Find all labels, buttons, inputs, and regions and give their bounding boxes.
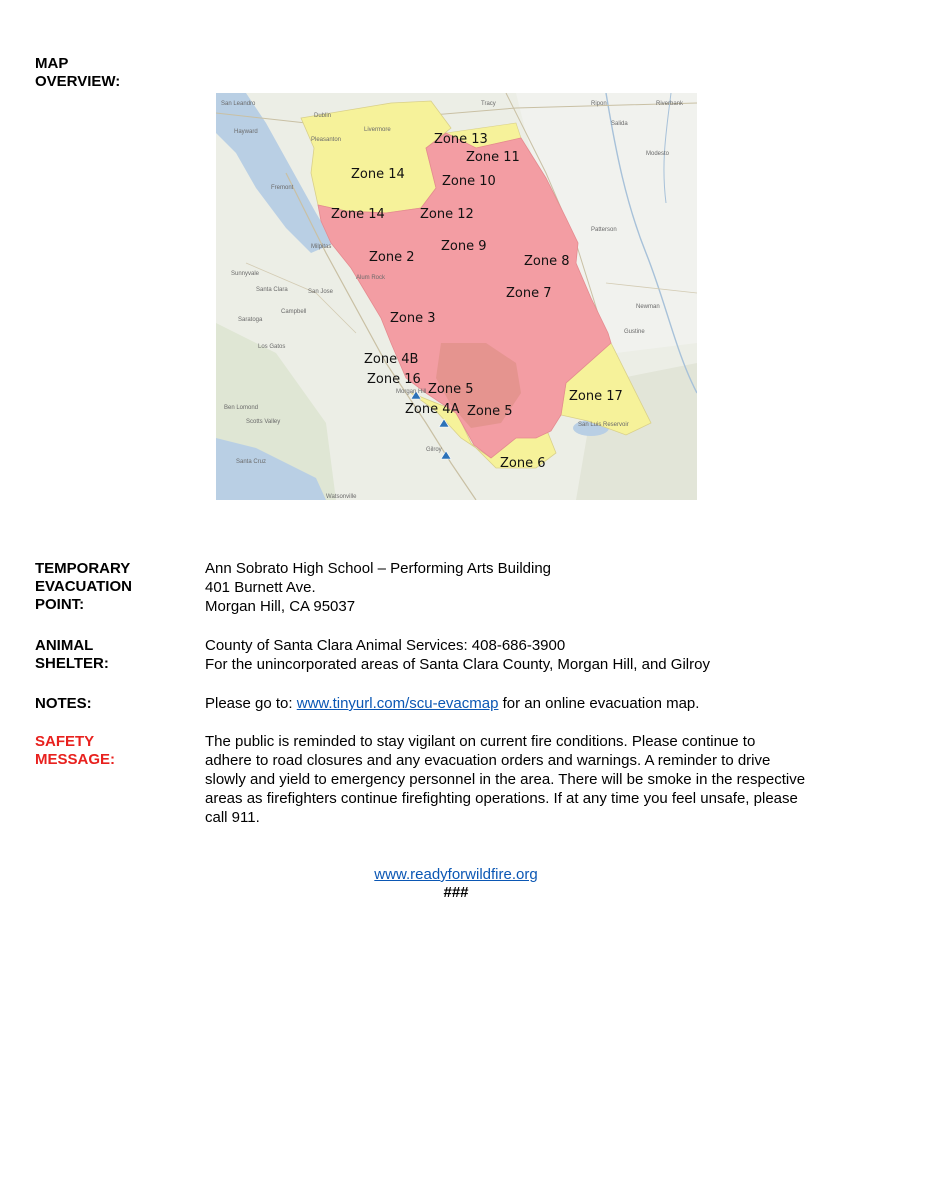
town-label: Ben Lomond xyxy=(224,405,259,411)
notes-label xyxy=(35,695,92,713)
evac-city-state-zip: Morgan Hill, CA 95037 xyxy=(205,598,356,615)
end-mark: ### xyxy=(443,884,469,901)
evac-label-line: TEMPORARY xyxy=(35,560,131,577)
town-label: Milpitas xyxy=(311,244,332,250)
town-label: Tracy xyxy=(481,101,496,107)
evacuation-point-label xyxy=(35,560,132,614)
zone-label: Zone 4B xyxy=(364,352,419,367)
town-label: Fremont xyxy=(271,185,294,191)
notes-label-text: NOTES: xyxy=(35,695,92,712)
zone-label: Zone 8 xyxy=(524,254,570,269)
shelter-contact: County of Santa Clara Animal Services: 408-686-3900 xyxy=(205,637,566,654)
safety-line: call 911. xyxy=(205,809,260,826)
town-label: Pleasanton xyxy=(311,137,342,143)
town-label: Watsonville xyxy=(326,494,357,500)
evac-label-line: EVACUATION xyxy=(35,578,132,595)
zone-label: Zone 4A xyxy=(405,402,460,417)
town-label: Dublin xyxy=(314,113,332,119)
zone-label: Zone 14 xyxy=(331,207,385,222)
town-label: Patterson xyxy=(591,227,617,233)
evacuation-point-details xyxy=(205,559,885,616)
zone-label: Zone 6 xyxy=(500,456,546,471)
town-label: Modesto xyxy=(646,151,670,157)
shelter-coverage: For the unincorporated areas of Santa Clara County, Morgan Hill, and Gilroy xyxy=(205,656,710,673)
zone-label: Zone 5 xyxy=(467,404,513,419)
town-label: Ripon xyxy=(591,101,607,107)
town-label: Santa Clara xyxy=(256,287,288,293)
town-label: Santa Cruz xyxy=(236,459,267,465)
shelter-label-line: SHELTER: xyxy=(35,655,109,672)
safety-message-label xyxy=(35,733,115,769)
zone-label: Zone 12 xyxy=(420,207,474,222)
zone-label: Zone 17 xyxy=(569,389,623,404)
safety-label-line: MESSAGE: xyxy=(35,751,116,768)
town-label: Hayward xyxy=(234,129,258,135)
footer-link-row xyxy=(0,866,912,884)
evacuation-zone-map xyxy=(216,93,697,500)
map-overview-label xyxy=(35,55,120,91)
safety-message-text xyxy=(205,732,885,827)
animal-shelter-details xyxy=(205,636,885,674)
town-label: Livermore xyxy=(364,127,391,133)
town-label: Salida xyxy=(611,121,628,127)
zone-label: Zone 14 xyxy=(351,167,405,182)
zone-label: Zone 13 xyxy=(434,132,488,147)
town-label: Morgan Hill xyxy=(396,389,427,395)
zone-label: Zone 7 xyxy=(506,286,552,301)
town-label: San Jose xyxy=(308,289,334,295)
animal-shelter-label xyxy=(35,637,109,673)
safety-line: slowly and yield to emergency personnel in the area. There will be smoke in the respective xyxy=(205,771,806,788)
zone-label: Zone 11 xyxy=(466,150,520,165)
town-label: Los Gatos xyxy=(258,344,286,350)
town-label: Riverbank xyxy=(656,101,684,107)
readyforwildfire-link[interactable]: www.readyforwildfire.org xyxy=(374,866,538,883)
town-label: Sunnyvale xyxy=(231,271,260,277)
zone-label: Zone 10 xyxy=(442,174,496,189)
map-label-line: MAP xyxy=(35,55,69,72)
town-label: Campbell xyxy=(281,309,307,315)
safety-line: The public is reminded to stay vigilant on current fire conditions. Please continue to xyxy=(205,733,756,750)
town-label: Saratoga xyxy=(238,317,263,323)
evac-location-name: Ann Sobrato High School – Performing Arts Building xyxy=(205,560,552,577)
map-label-line: OVERVIEW: xyxy=(35,73,121,90)
evac-map-link[interactable]: www.tinyurl.com/scu-evacmap xyxy=(296,695,499,712)
notes-suffix: for an online evacuation map. xyxy=(498,695,700,712)
notes-text xyxy=(205,694,885,713)
safety-label-line: SAFETY xyxy=(35,733,95,750)
town-label: Gilroy xyxy=(426,447,442,453)
town-label: San Luis Reservoir xyxy=(578,422,629,428)
evac-label-line: POINT: xyxy=(35,596,85,613)
zone-label: Zone 2 xyxy=(369,250,415,265)
town-label: Newman xyxy=(636,304,660,310)
safety-line: adhere to road closures and any evacuation orders and warnings. A reminder to drive xyxy=(205,752,771,769)
shelter-label-line: ANIMAL xyxy=(35,637,94,654)
town-label: Scotts Valley xyxy=(246,419,281,425)
town-label: Alum Rock xyxy=(356,275,386,281)
notes-prefix: Please go to: xyxy=(205,695,297,712)
safety-line: areas as firefighters continue firefighting operations. If at any time you feel unsafe, please xyxy=(205,790,798,807)
zone-label: Zone 5 xyxy=(428,382,474,397)
zone-label: Zone 16 xyxy=(367,372,421,387)
zone-label: Zone 3 xyxy=(390,311,436,326)
zone-label: Zone 9 xyxy=(441,239,487,254)
evac-street-address: 401 Burnett Ave. xyxy=(205,579,316,596)
town-label: Gustine xyxy=(624,329,645,335)
town-label: San Leandro xyxy=(221,101,256,107)
